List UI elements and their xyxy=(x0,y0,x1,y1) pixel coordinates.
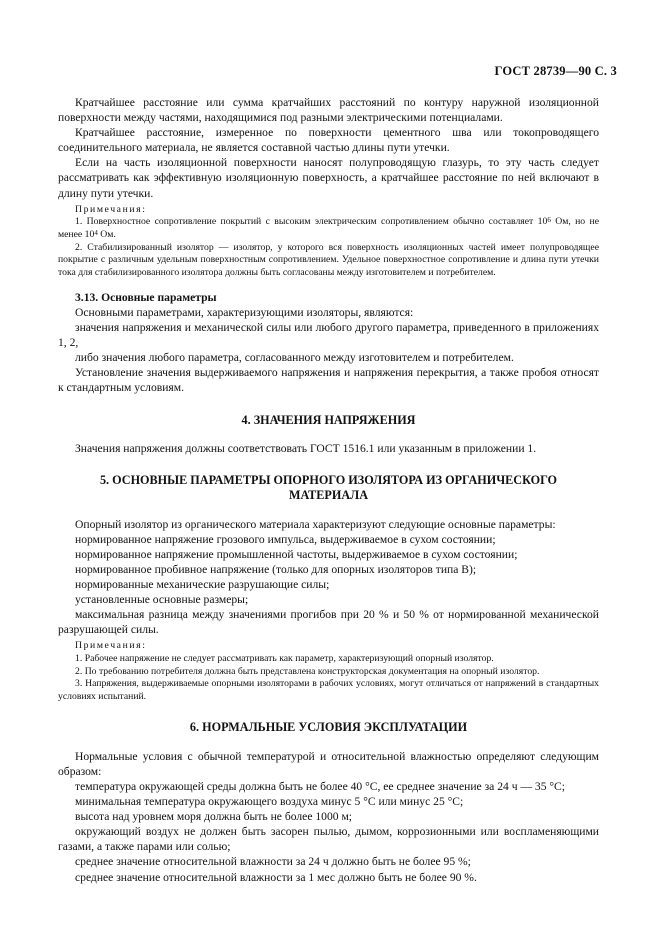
note-item: 1. Рабочее напряжение не следует рассматривать как параметр, характеризующий опорный изолятор. xyxy=(75,652,494,664)
paragraph: Если на часть изоляционной поверхности наносят полупроводящую глазурь, то эту часть следует рассматривать как эффективную изоляционную поверхность, а кратчайшее расстояние по ней включают в длину пути утечки. xyxy=(58,156,599,200)
paragraph: нормированное пробивное напряжение (только для опорных изоляторов типа В); xyxy=(75,562,477,576)
note-item: 2. По требованию потребителя должна быть представлена конструкторская документация на опорный изолятор. xyxy=(75,665,540,677)
notes-heading: Примечания: xyxy=(75,203,147,215)
note-item: 2. Стабилизированный изолятор — изолятор, у которого вся поверхность изоляционных частей имеет полупроводящее покрытие с различным удельным поверхностным сопротивлением. Удельное поверхностное сопротивление и длина пути утечки тока для стабилизированного изолятора должны быть согласованы между изготовителем и потребителем. xyxy=(58,241,599,279)
section-title: 4. ЗНАЧЕНИЯ НАПРЯЖЕНИЯ xyxy=(241,413,416,428)
paragraph: значения напряжения и механической силы или любого другого параметра, приведенного в приложениях 1, 2, xyxy=(58,320,599,350)
paragraph: максимальная разница между значениями прогибов при 20 % и 50 % от нормированной механической разрушающей силы. xyxy=(58,608,599,637)
paragraph: среднее значение относительной влажности за 1 мес должно быть не более 90 %. xyxy=(75,870,477,884)
paragraph: нормированные механические разрушающие силы; xyxy=(75,577,330,591)
section-title: МАТЕРИАЛА xyxy=(288,487,369,502)
notes-heading: Примечания: xyxy=(75,640,147,652)
paragraph: Значения напряжения должны соответствовать ГОСТ 1516.1 или указанным в приложении 1. xyxy=(75,442,537,456)
paragraph: Основными параметрами, характеризующими изоляторы, являются: xyxy=(75,305,414,319)
paragraph: окружающий воздух не должен быть засорен пылью, дымом, коррозионными или воспламеняющими газами, а также парами или солью; xyxy=(58,825,599,854)
page-header: ГОСТ 28739—90 С. 3 xyxy=(494,64,617,78)
note-item: 1. Поверхностное сопротивление покрытий с высоким электрическим сопротивлением обычно составляет $10^6$ Ом, но не менее $10^4$ Ом. xyxy=(58,216,599,241)
paragraph: нормированное напряжение промышленной частоты, выдерживаемое в сухом состоянии; xyxy=(75,547,518,561)
paragraph: минимальная температура окружающего воздуха минус 5 °C или минус 25 °C; xyxy=(75,795,464,809)
paragraph: высота над уровнем моря должна быть не более 1000 м; xyxy=(75,810,353,824)
section-heading: 3.13. Основные параметры xyxy=(75,290,217,304)
section-title: 6. НОРМАЛЬНЫЕ УСЛОВИЯ ЭКСПЛУАТАЦИИ xyxy=(189,719,468,734)
section-title: 5. ОСНОВНЫЕ ПАРАМЕТРЫ ОПОРНОГО ИЗОЛЯТОРА ИЗ ОРГАНИЧЕСКОГО xyxy=(99,472,558,487)
paragraph: Кратчайшее расстояние или сумма кратчайших расстояний по контуру наружной изоляционной поверхности между частями, находящимися под разными электрическими потенциалами. xyxy=(58,96,599,125)
paragraph: среднее значение относительной влажности за 24 ч должно быть не более 95 %; xyxy=(75,855,471,869)
paragraph: Опорный изолятор из органического материала характеризуют следующие основные параметры: xyxy=(75,517,556,531)
paragraph: либо значения любого параметра, согласованного между изготовителем и потребителем. xyxy=(75,351,514,365)
paragraph: установленные основные размеры; xyxy=(75,593,249,606)
paragraph: нормированное напряжение грозового импульса, выдерживаемое в сухом состоянии; xyxy=(75,532,496,546)
page-content xyxy=(58,95,599,885)
paragraph: Установление значения выдерживаемого напряжения и напряжения перекрытия, а также пробоя относят к стандартным условиям. xyxy=(58,366,599,395)
paragraph: Нормальные условия с обычной температурой и относительной влажностью определяют следующим образом: xyxy=(58,749,599,778)
paragraph: температура окружающей среды должна быть не более 40 °C, ее среднее значение за 24 ч — 35 °C; xyxy=(75,779,566,793)
note-item: 3. Напряжения, выдерживаемые опорными изоляторами в рабочих условиях, могут отличаться от напряжений в стандартных условиях испытаний. xyxy=(58,678,599,703)
paragraph: Кратчайшее расстояние, измеренное по поверхности цементного шва или токопроводящего соединительного материала, не является составной частью длины пути утечки. xyxy=(58,126,599,155)
